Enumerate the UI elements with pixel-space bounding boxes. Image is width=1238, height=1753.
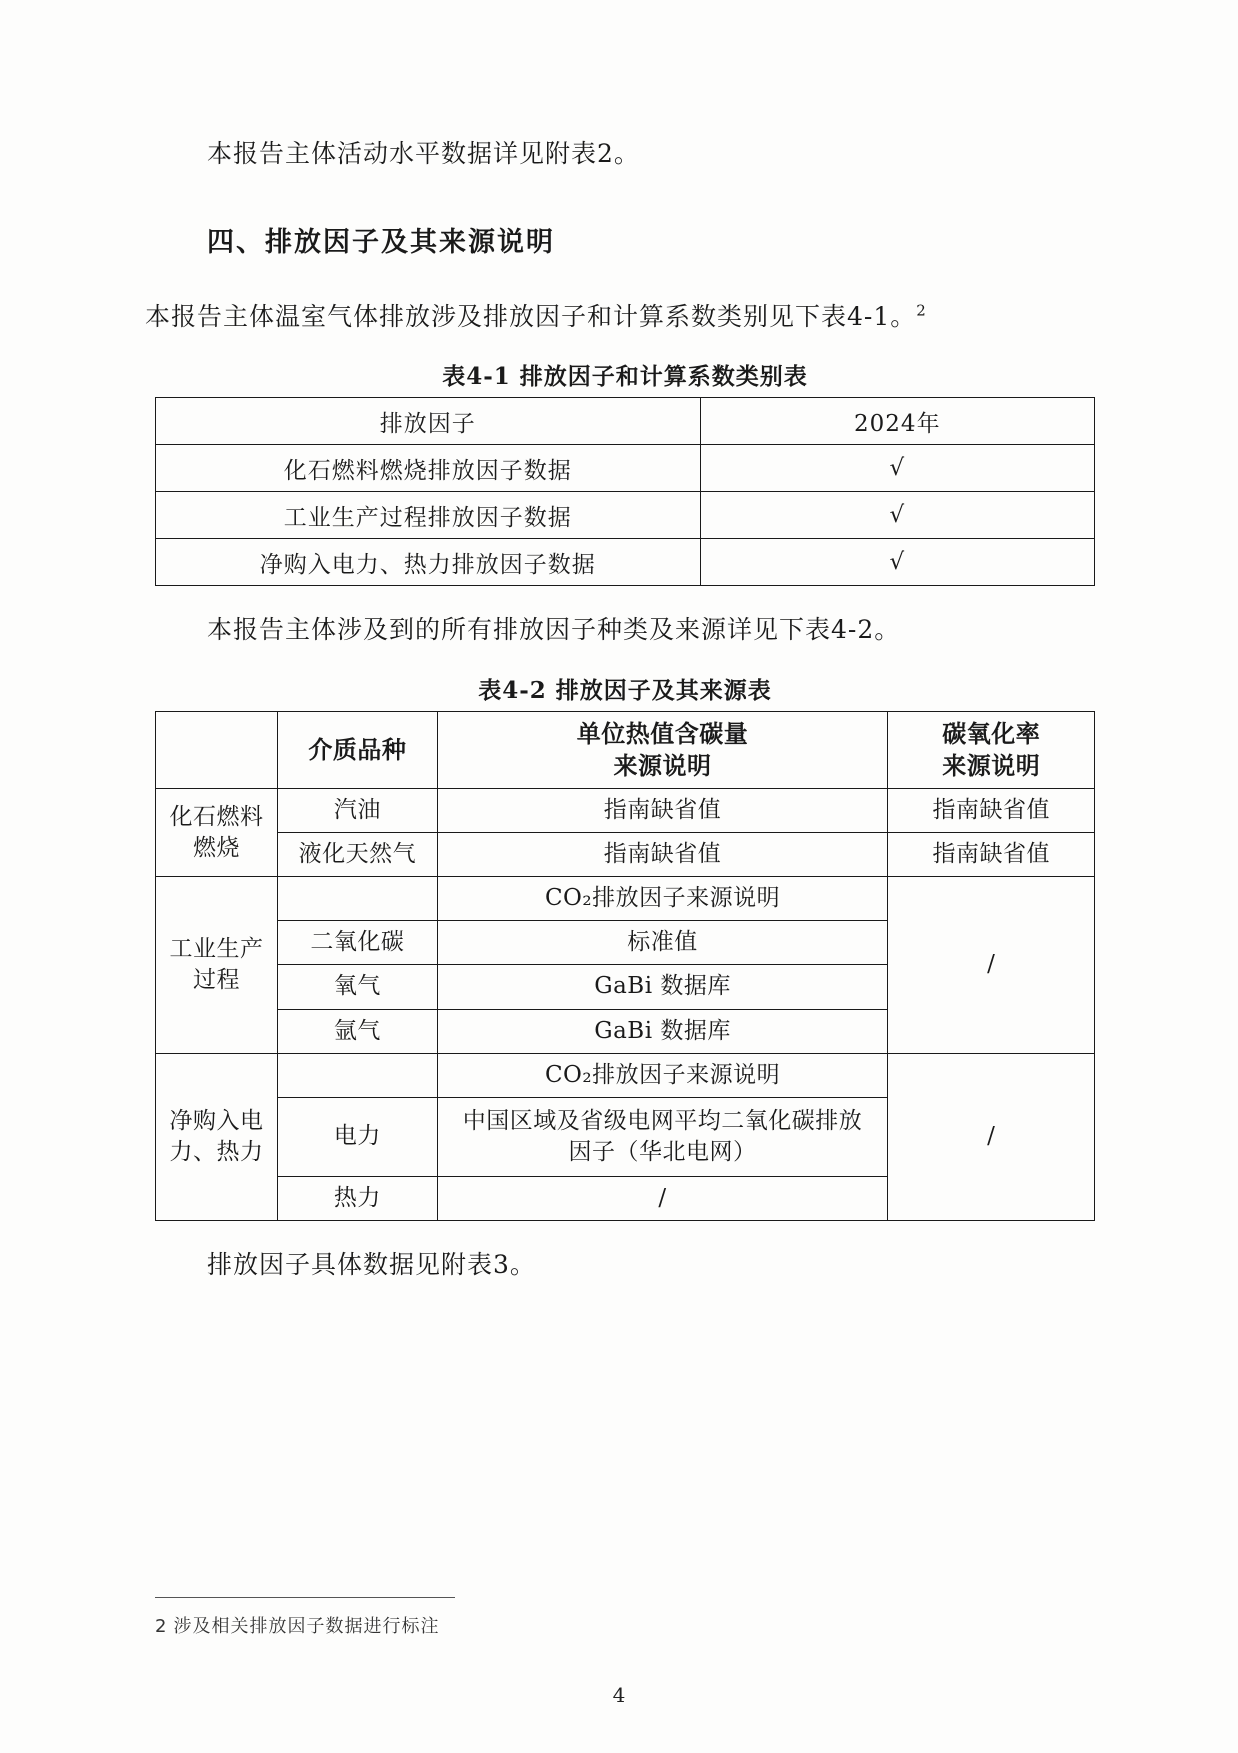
- table2-g1r1-oxid: 指南缺省值: [888, 789, 1095, 833]
- table2-g2-note-medium-empty: [278, 877, 438, 921]
- table2-g2r3-medium: 氩气: [278, 1009, 438, 1053]
- table2-g1r2-medium: 液化天然气: [278, 833, 438, 877]
- table2-group1-line1: 化石燃料: [169, 803, 264, 830]
- table-header-row: [156, 711, 1095, 789]
- table1-row1-value: √: [700, 445, 1094, 492]
- table-row: [156, 492, 1095, 539]
- table1-header-year: 2024年: [700, 398, 1094, 445]
- table2-group3-name: [156, 1053, 278, 1220]
- emission-factor-category-table: [155, 397, 1095, 586]
- table2-g2-oxid: /: [888, 877, 1095, 1053]
- table-row: [156, 789, 1095, 833]
- table1-row2-value: √: [700, 492, 1094, 539]
- table2-header-oxidation-rate: [888, 711, 1095, 789]
- table2-g3r1-carbon: 中国区域及省级电网平均二氧化碳排放因子（华北电网）: [437, 1097, 888, 1176]
- table2-group1-name: [156, 789, 278, 877]
- footnote-marker: 2: [916, 301, 927, 320]
- table2-g2r1-medium: 二氧化碳: [278, 921, 438, 965]
- table2-g1r1-carbon: 指南缺省值: [437, 789, 888, 833]
- table2-group1-line2: 燃烧: [193, 834, 241, 861]
- closing-paragraph: 排放因子具体数据见附表3。: [207, 1249, 536, 1279]
- lead-paragraph: [145, 293, 1095, 341]
- table2-g3r1-medium: 电力: [278, 1097, 438, 1176]
- footnote-number: 2: [155, 1616, 168, 1637]
- lead-paragraph-text: 本报告主体温室气体排放涉及排放因子和计算系数类别见下表4-1。: [145, 301, 917, 331]
- table2-g2r1-carbon: 标准值: [437, 921, 888, 965]
- table-row: [156, 833, 1095, 877]
- table2-group2-line2: 过程: [193, 966, 241, 993]
- table2-group3-line1: 净购入电: [169, 1107, 264, 1134]
- table-row: [156, 398, 1095, 445]
- table2-header-carbon-content: [437, 711, 888, 789]
- table-row: [156, 1053, 1095, 1097]
- table1-caption: 表4-1 排放因子和计算系数类别表: [442, 363, 808, 390]
- table2-g2r2-carbon: GaBi 数据库: [437, 965, 888, 1009]
- table2-g2r3-carbon: GaBi 数据库: [437, 1009, 888, 1053]
- table2-g3r2-carbon: /: [437, 1176, 888, 1220]
- table2-g3-note-medium-empty: [278, 1053, 438, 1097]
- table2-header-carbon-line2: 来源说明: [613, 750, 712, 780]
- section-heading: 四、排放因子及其来源说明: [207, 226, 555, 258]
- table2-group2-name: [156, 877, 278, 1053]
- emission-factor-source-table: [155, 711, 1095, 1221]
- page-content: [145, 130, 1095, 1288]
- table2-g3-oxid: /: [888, 1053, 1095, 1220]
- table2-header-medium: 介质品种: [278, 711, 438, 789]
- footnote-text: 涉及相关排放因子数据进行标注: [173, 1616, 440, 1637]
- mid-paragraph: 本报告主体涉及到的所有排放因子种类及来源详见下表4-2。: [207, 615, 901, 644]
- table2-g2-note: CO₂排放因子来源说明: [437, 877, 888, 921]
- table1-row2-label: 工业生产过程排放因子数据: [156, 492, 701, 539]
- table1-row3-value: √: [700, 539, 1094, 586]
- footnote-divider: [155, 1597, 455, 1598]
- footnote: [155, 1612, 439, 1638]
- table2-g1r2-oxid: 指南缺省值: [888, 833, 1095, 877]
- table2-header-oxid-line2: 来源说明: [942, 750, 1041, 780]
- table2-g3-note: CO₂排放因子来源说明: [437, 1053, 888, 1097]
- table2-group3-line2: 力、热力: [169, 1138, 264, 1165]
- table2-g2r2-medium: 氧气: [278, 965, 438, 1009]
- table-row: [156, 539, 1095, 586]
- table1-header-factor: 排放因子: [156, 398, 701, 445]
- table1-row3-label: 净购入电力、热力排放因子数据: [156, 539, 701, 586]
- table2-caption: 表4-2 排放因子及其来源表: [478, 676, 772, 704]
- table2-g1r1-medium: 汽油: [278, 789, 438, 833]
- page-number: 4: [612, 1683, 626, 1707]
- table2-g1r2-carbon: 指南缺省值: [437, 833, 888, 877]
- table2-g3r2-medium: 热力: [278, 1176, 438, 1220]
- table1-row1-label: 化石燃料燃烧排放因子数据: [156, 445, 701, 492]
- table2-header-carbon-line1: 单位热值含碳量: [576, 718, 749, 748]
- table2-header-empty: [156, 711, 278, 789]
- table2-group2-line1: 工业生产: [169, 935, 264, 962]
- table-row: [156, 877, 1095, 921]
- intro-paragraph: 本报告主体活动水平数据详见附表2。: [207, 139, 640, 168]
- table-row: [156, 445, 1095, 492]
- table2-header-oxid-line1: 碳氧化率: [942, 718, 1041, 748]
